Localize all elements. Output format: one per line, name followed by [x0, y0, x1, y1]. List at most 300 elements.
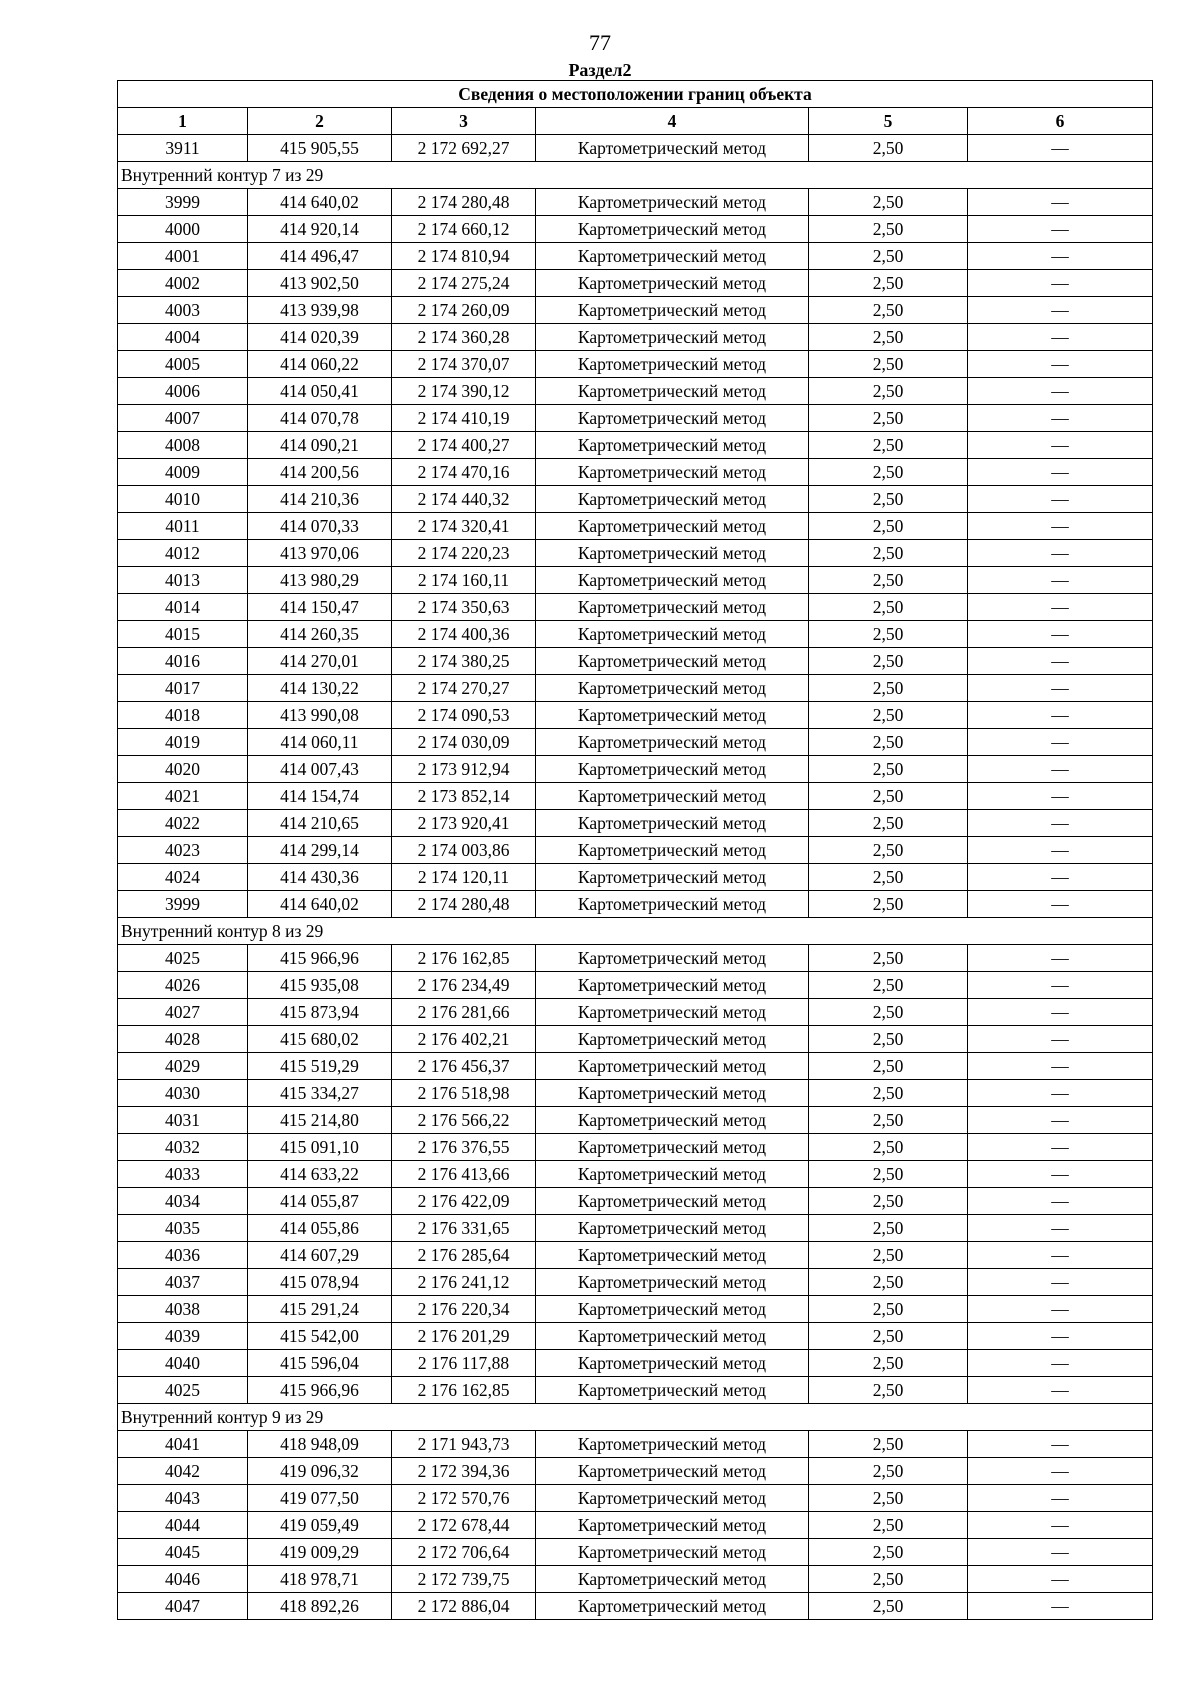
table-row — [118, 1566, 1153, 1593]
point-number-cell: 3999 — [118, 189, 248, 216]
table-row — [118, 1188, 1153, 1215]
point-number-cell: 4031 — [118, 1107, 248, 1134]
y-coordinate-cell: 2 174 660,12 — [392, 216, 536, 243]
x-coordinate-cell: 415 596,04 — [248, 1350, 392, 1377]
method-cell: Картометрический метод — [536, 1539, 809, 1566]
y-coordinate-cell: 2 176 162,85 — [392, 1377, 536, 1404]
y-coordinate-cell: 2 174 003,86 — [392, 837, 536, 864]
y-coordinate-cell: 2 174 120,11 — [392, 864, 536, 891]
description-cell: — — [968, 810, 1153, 837]
method-cell: Картометрический метод — [536, 621, 809, 648]
accuracy-cell: 2,50 — [809, 837, 968, 864]
method-cell: Картометрический метод — [536, 1188, 809, 1215]
y-coordinate-cell: 2 174 810,94 — [392, 243, 536, 270]
x-coordinate-cell: 414 070,78 — [248, 405, 392, 432]
y-coordinate-cell: 2 173 912,94 — [392, 756, 536, 783]
method-cell: Картометрический метод — [536, 648, 809, 675]
point-number-cell: 4011 — [118, 513, 248, 540]
x-coordinate-cell: 414 430,36 — [248, 864, 392, 891]
x-coordinate-cell: 414 150,47 — [248, 594, 392, 621]
table-row — [118, 864, 1153, 891]
x-coordinate-cell: 413 970,06 — [248, 540, 392, 567]
description-cell: — — [968, 351, 1153, 378]
method-cell: Картометрический метод — [536, 1107, 809, 1134]
table-row — [118, 486, 1153, 513]
description-cell: — — [968, 1350, 1153, 1377]
table-row — [118, 540, 1153, 567]
y-coordinate-cell: 2 176 281,66 — [392, 999, 536, 1026]
y-coordinate-cell: 2 172 692,27 — [392, 135, 536, 162]
column-number: 4 — [536, 108, 809, 135]
y-coordinate-cell: 2 174 280,48 — [392, 891, 536, 918]
accuracy-cell: 2,50 — [809, 1188, 968, 1215]
accuracy-cell: 2,50 — [809, 243, 968, 270]
y-coordinate-cell: 2 172 570,76 — [392, 1485, 536, 1512]
y-coordinate-cell: 2 176 331,65 — [392, 1215, 536, 1242]
y-coordinate-cell: 2 176 402,21 — [392, 1026, 536, 1053]
method-cell: Картометрический метод — [536, 864, 809, 891]
accuracy-cell: 2,50 — [809, 729, 968, 756]
x-coordinate-cell: 415 966,96 — [248, 1377, 392, 1404]
description-cell: — — [968, 594, 1153, 621]
x-coordinate-cell: 419 009,29 — [248, 1539, 392, 1566]
y-coordinate-cell: 2 172 394,36 — [392, 1458, 536, 1485]
y-coordinate-cell: 2 174 380,25 — [392, 648, 536, 675]
y-coordinate-cell: 2 176 285,64 — [392, 1242, 536, 1269]
accuracy-cell: 2,50 — [809, 1107, 968, 1134]
table-row — [118, 810, 1153, 837]
method-cell: Картометрический метод — [536, 405, 809, 432]
table-row — [118, 675, 1153, 702]
table-row — [118, 405, 1153, 432]
table-row — [118, 567, 1153, 594]
method-cell: Картометрический метод — [536, 432, 809, 459]
table-caption-row — [118, 81, 1153, 108]
table-row — [118, 1161, 1153, 1188]
x-coordinate-cell: 415 291,24 — [248, 1296, 392, 1323]
method-cell: Картометрический метод — [536, 702, 809, 729]
point-number-cell: 4007 — [118, 405, 248, 432]
x-coordinate-cell: 414 496,47 — [248, 243, 392, 270]
table-body — [118, 135, 1153, 1620]
method-cell: Картометрический метод — [536, 1296, 809, 1323]
y-coordinate-cell: 2 176 241,12 — [392, 1269, 536, 1296]
y-coordinate-cell: 2 174 090,53 — [392, 702, 536, 729]
y-coordinate-cell: 2 174 270,27 — [392, 675, 536, 702]
table-row — [118, 837, 1153, 864]
y-coordinate-cell: 2 174 440,32 — [392, 486, 536, 513]
accuracy-cell: 2,50 — [809, 1431, 968, 1458]
method-cell: Картометрический метод — [536, 459, 809, 486]
x-coordinate-cell: 415 334,27 — [248, 1080, 392, 1107]
description-cell: — — [968, 1593, 1153, 1620]
accuracy-cell: 2,50 — [809, 675, 968, 702]
y-coordinate-cell: 2 174 360,28 — [392, 324, 536, 351]
accuracy-cell: 2,50 — [809, 486, 968, 513]
description-cell: — — [968, 1377, 1153, 1404]
method-cell: Картометрический метод — [536, 1512, 809, 1539]
description-cell: — — [968, 1539, 1153, 1566]
description-cell: — — [968, 1026, 1153, 1053]
accuracy-cell: 2,50 — [809, 270, 968, 297]
point-number-cell: 4023 — [118, 837, 248, 864]
y-coordinate-cell: 2 176 220,34 — [392, 1296, 536, 1323]
description-cell: — — [968, 540, 1153, 567]
accuracy-cell: 2,50 — [809, 405, 968, 432]
table-row — [118, 135, 1153, 162]
accuracy-cell: 2,50 — [809, 810, 968, 837]
x-coordinate-cell: 415 873,94 — [248, 999, 392, 1026]
accuracy-cell: 2,50 — [809, 1134, 968, 1161]
y-coordinate-cell: 2 176 456,37 — [392, 1053, 536, 1080]
description-cell: — — [968, 1188, 1153, 1215]
x-coordinate-cell: 418 948,09 — [248, 1431, 392, 1458]
accuracy-cell: 2,50 — [809, 1161, 968, 1188]
page-number: 77 — [589, 30, 611, 55]
table-row — [118, 1539, 1153, 1566]
method-cell: Картометрический метод — [536, 945, 809, 972]
description-cell: — — [968, 135, 1153, 162]
method-cell: Картометрический метод — [536, 810, 809, 837]
x-coordinate-cell: 414 020,39 — [248, 324, 392, 351]
point-number-cell: 3911 — [118, 135, 248, 162]
description-cell: — — [968, 513, 1153, 540]
x-coordinate-cell: 415 935,08 — [248, 972, 392, 999]
point-number-cell: 4026 — [118, 972, 248, 999]
y-coordinate-cell: 2 174 260,09 — [392, 297, 536, 324]
table-row — [118, 756, 1153, 783]
y-coordinate-cell: 2 176 566,22 — [392, 1107, 536, 1134]
x-coordinate-cell: 414 060,22 — [248, 351, 392, 378]
y-coordinate-cell: 2 174 275,24 — [392, 270, 536, 297]
table-row — [118, 783, 1153, 810]
accuracy-cell: 2,50 — [809, 756, 968, 783]
point-number-cell: 4040 — [118, 1350, 248, 1377]
x-coordinate-cell: 414 090,21 — [248, 432, 392, 459]
column-number: 3 — [392, 108, 536, 135]
method-cell: Картометрический метод — [536, 1377, 809, 1404]
accuracy-cell: 2,50 — [809, 189, 968, 216]
table-row — [118, 1053, 1153, 1080]
accuracy-cell: 2,50 — [809, 648, 968, 675]
x-coordinate-cell: 414 154,74 — [248, 783, 392, 810]
method-cell: Картометрический метод — [536, 351, 809, 378]
accuracy-cell: 2,50 — [809, 432, 968, 459]
point-number-cell: 3999 — [118, 891, 248, 918]
description-cell: — — [968, 1485, 1153, 1512]
accuracy-cell: 2,50 — [809, 1350, 968, 1377]
contour-header-row — [118, 162, 1153, 189]
accuracy-cell: 2,50 — [809, 1296, 968, 1323]
x-coordinate-cell: 414 260,35 — [248, 621, 392, 648]
accuracy-cell: 2,50 — [809, 1593, 968, 1620]
contour-header-row — [118, 1404, 1153, 1431]
accuracy-cell: 2,50 — [809, 864, 968, 891]
y-coordinate-cell: 2 174 400,36 — [392, 621, 536, 648]
accuracy-cell: 2,50 — [809, 1458, 968, 1485]
contour-label: Внутренний контур 9 из 29 — [118, 1404, 1153, 1431]
table-row — [118, 1323, 1153, 1350]
x-coordinate-cell: 414 050,41 — [248, 378, 392, 405]
y-coordinate-cell: 2 174 410,19 — [392, 405, 536, 432]
description-cell: — — [968, 729, 1153, 756]
y-coordinate-cell: 2 176 422,09 — [392, 1188, 536, 1215]
x-coordinate-cell: 414 070,33 — [248, 513, 392, 540]
description-cell: — — [968, 1323, 1153, 1350]
table-row — [118, 270, 1153, 297]
point-number-cell: 4003 — [118, 297, 248, 324]
point-number-cell: 4042 — [118, 1458, 248, 1485]
point-number-cell: 4020 — [118, 756, 248, 783]
x-coordinate-cell: 414 299,14 — [248, 837, 392, 864]
accuracy-cell: 2,50 — [809, 783, 968, 810]
description-cell: — — [968, 945, 1153, 972]
y-coordinate-cell: 2 174 370,07 — [392, 351, 536, 378]
description-cell: — — [968, 1296, 1153, 1323]
method-cell: Картометрический метод — [536, 1485, 809, 1512]
description-cell: — — [968, 1215, 1153, 1242]
point-number-cell: 4024 — [118, 864, 248, 891]
description-cell: — — [968, 864, 1153, 891]
point-number-cell: 4001 — [118, 243, 248, 270]
contour-label: Внутренний контур 7 из 29 — [118, 162, 1153, 189]
x-coordinate-cell: 419 096,32 — [248, 1458, 392, 1485]
point-number-cell: 4036 — [118, 1242, 248, 1269]
x-coordinate-cell: 414 055,87 — [248, 1188, 392, 1215]
x-coordinate-cell: 414 920,14 — [248, 216, 392, 243]
method-cell: Картометрический метод — [536, 189, 809, 216]
description-cell: — — [968, 1512, 1153, 1539]
method-cell: Картометрический метод — [536, 756, 809, 783]
point-number-cell: 4018 — [118, 702, 248, 729]
method-cell: Картометрический метод — [536, 999, 809, 1026]
point-number-cell: 4019 — [118, 729, 248, 756]
point-number-cell: 4008 — [118, 432, 248, 459]
description-cell: — — [968, 999, 1153, 1026]
description-cell: — — [968, 756, 1153, 783]
x-coordinate-cell: 414 060,11 — [248, 729, 392, 756]
y-coordinate-cell: 2 174 030,09 — [392, 729, 536, 756]
point-number-cell: 4002 — [118, 270, 248, 297]
accuracy-cell: 2,50 — [809, 972, 968, 999]
x-coordinate-cell: 414 055,86 — [248, 1215, 392, 1242]
method-cell: Картометрический метод — [536, 1215, 809, 1242]
method-cell: Картометрический метод — [536, 135, 809, 162]
point-number-cell: 4006 — [118, 378, 248, 405]
table-row — [118, 351, 1153, 378]
table-row — [118, 513, 1153, 540]
x-coordinate-cell: 415 680,02 — [248, 1026, 392, 1053]
method-cell: Картометрический метод — [536, 1026, 809, 1053]
table-row — [118, 1431, 1153, 1458]
method-cell: Картометрический метод — [536, 1242, 809, 1269]
x-coordinate-cell: 415 519,29 — [248, 1053, 392, 1080]
x-coordinate-cell: 415 214,80 — [248, 1107, 392, 1134]
point-number-cell: 4029 — [118, 1053, 248, 1080]
point-number-cell: 4034 — [118, 1188, 248, 1215]
point-number-cell: 4017 — [118, 675, 248, 702]
point-number-cell: 4037 — [118, 1269, 248, 1296]
table-row — [118, 594, 1153, 621]
x-coordinate-cell: 414 640,02 — [248, 891, 392, 918]
table-row — [118, 1215, 1153, 1242]
accuracy-cell: 2,50 — [809, 135, 968, 162]
table-row — [118, 243, 1153, 270]
contour-label: Внутренний контур 8 из 29 — [118, 918, 1153, 945]
point-number-cell: 4028 — [118, 1026, 248, 1053]
method-cell: Картометрический метод — [536, 297, 809, 324]
x-coordinate-cell: 414 210,36 — [248, 486, 392, 513]
point-number-cell: 4021 — [118, 783, 248, 810]
description-cell: — — [968, 324, 1153, 351]
table-row — [118, 1377, 1153, 1404]
y-coordinate-cell: 2 174 220,23 — [392, 540, 536, 567]
y-coordinate-cell: 2 172 706,64 — [392, 1539, 536, 1566]
y-coordinate-cell: 2 176 117,88 — [392, 1350, 536, 1377]
table-row — [118, 189, 1153, 216]
point-number-cell: 4032 — [118, 1134, 248, 1161]
accuracy-cell: 2,50 — [809, 351, 968, 378]
table-row — [118, 1512, 1153, 1539]
description-cell: — — [968, 783, 1153, 810]
description-cell: — — [968, 486, 1153, 513]
description-cell: — — [968, 1107, 1153, 1134]
column-number: 1 — [118, 108, 248, 135]
description-cell: — — [968, 972, 1153, 999]
accuracy-cell: 2,50 — [809, 621, 968, 648]
x-coordinate-cell: 415 542,00 — [248, 1323, 392, 1350]
method-cell: Картометрический метод — [536, 1161, 809, 1188]
point-number-cell: 4035 — [118, 1215, 248, 1242]
x-coordinate-cell: 414 210,65 — [248, 810, 392, 837]
y-coordinate-cell: 2 176 413,66 — [392, 1161, 536, 1188]
method-cell: Картометрический метод — [536, 270, 809, 297]
accuracy-cell: 2,50 — [809, 1080, 968, 1107]
accuracy-cell: 2,50 — [809, 459, 968, 486]
point-number-cell: 4046 — [118, 1566, 248, 1593]
x-coordinate-cell: 415 091,10 — [248, 1134, 392, 1161]
method-cell: Картометрический метод — [536, 1458, 809, 1485]
point-number-cell: 4000 — [118, 216, 248, 243]
method-cell: Картометрический метод — [536, 1053, 809, 1080]
description-cell: — — [968, 675, 1153, 702]
y-coordinate-cell: 2 174 470,16 — [392, 459, 536, 486]
x-coordinate-cell: 414 270,01 — [248, 648, 392, 675]
description-cell: — — [968, 243, 1153, 270]
y-coordinate-cell: 2 176 162,85 — [392, 945, 536, 972]
table-row — [118, 621, 1153, 648]
accuracy-cell: 2,50 — [809, 594, 968, 621]
y-coordinate-cell: 2 172 739,75 — [392, 1566, 536, 1593]
accuracy-cell: 2,50 — [809, 702, 968, 729]
column-number: 5 — [809, 108, 968, 135]
method-cell: Картометрический метод — [536, 891, 809, 918]
accuracy-cell: 2,50 — [809, 1269, 968, 1296]
description-cell: — — [968, 432, 1153, 459]
point-number-cell: 4010 — [118, 486, 248, 513]
accuracy-cell: 2,50 — [809, 1539, 968, 1566]
description-cell: — — [968, 1134, 1153, 1161]
table-row — [118, 1242, 1153, 1269]
table-row — [118, 1134, 1153, 1161]
table-row — [118, 648, 1153, 675]
method-cell: Картометрический метод — [536, 486, 809, 513]
description-cell: — — [968, 1242, 1153, 1269]
description-cell: — — [968, 189, 1153, 216]
point-number-cell: 4047 — [118, 1593, 248, 1620]
table-row — [118, 324, 1153, 351]
point-number-cell: 4025 — [118, 1377, 248, 1404]
point-number-cell: 4045 — [118, 1539, 248, 1566]
table-row — [118, 891, 1153, 918]
x-coordinate-cell: 414 633,22 — [248, 1161, 392, 1188]
table-row — [118, 702, 1153, 729]
description-cell: — — [968, 216, 1153, 243]
method-cell: Картометрический метод — [536, 1269, 809, 1296]
point-number-cell: 4027 — [118, 999, 248, 1026]
table-row — [118, 1080, 1153, 1107]
table-row — [118, 297, 1153, 324]
accuracy-cell: 2,50 — [809, 1377, 968, 1404]
x-coordinate-cell: 413 980,29 — [248, 567, 392, 594]
description-cell: — — [968, 837, 1153, 864]
method-cell: Картометрический метод — [536, 837, 809, 864]
point-number-cell: 4012 — [118, 540, 248, 567]
table-row — [118, 1350, 1153, 1377]
column-number: 2 — [248, 108, 392, 135]
method-cell: Картометрический метод — [536, 1323, 809, 1350]
point-number-cell: 4033 — [118, 1161, 248, 1188]
point-number-cell: 4014 — [118, 594, 248, 621]
description-cell: — — [968, 1431, 1153, 1458]
accuracy-cell: 2,50 — [809, 1215, 968, 1242]
description-cell: — — [968, 621, 1153, 648]
point-number-cell: 4005 — [118, 351, 248, 378]
method-cell: Картометрический метод — [536, 378, 809, 405]
accuracy-cell: 2,50 — [809, 513, 968, 540]
accuracy-cell: 2,50 — [809, 891, 968, 918]
point-number-cell: 4025 — [118, 945, 248, 972]
method-cell: Картометрический метод — [536, 1593, 809, 1620]
table-row — [118, 945, 1153, 972]
accuracy-cell: 2,50 — [809, 540, 968, 567]
y-coordinate-cell: 2 174 390,12 — [392, 378, 536, 405]
table-row — [118, 1458, 1153, 1485]
x-coordinate-cell: 418 978,71 — [248, 1566, 392, 1593]
accuracy-cell: 2,50 — [809, 1323, 968, 1350]
point-number-cell: 4004 — [118, 324, 248, 351]
method-cell: Картометрический метод — [536, 513, 809, 540]
table-row — [118, 459, 1153, 486]
table-row — [118, 432, 1153, 459]
accuracy-cell: 2,50 — [809, 945, 968, 972]
method-cell: Картометрический метод — [536, 972, 809, 999]
y-coordinate-cell: 2 176 234,49 — [392, 972, 536, 999]
table-row — [118, 216, 1153, 243]
description-cell: — — [968, 270, 1153, 297]
x-coordinate-cell: 414 130,22 — [248, 675, 392, 702]
description-cell: — — [968, 1161, 1153, 1188]
x-coordinate-cell: 415 966,96 — [248, 945, 392, 972]
table-row — [118, 972, 1153, 999]
description-cell: — — [968, 378, 1153, 405]
description-cell: — — [968, 1269, 1153, 1296]
description-cell: — — [968, 648, 1153, 675]
x-coordinate-cell: 419 059,49 — [248, 1512, 392, 1539]
table-row — [118, 999, 1153, 1026]
method-cell: Картометрический метод — [536, 594, 809, 621]
boundary-coordinates-table — [117, 80, 1153, 1620]
